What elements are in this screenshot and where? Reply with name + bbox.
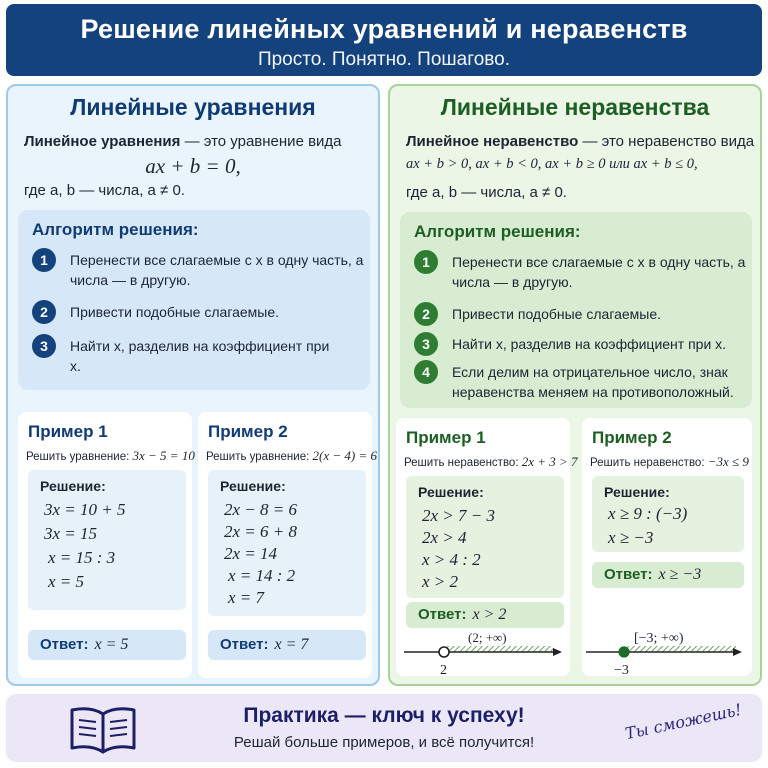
page-title: Решение линейных уравнений и неравенств xyxy=(80,14,688,44)
solution-title: Решение: xyxy=(220,478,286,494)
example-task: Решить уравнение: 3x − 5 = 10 xyxy=(26,448,195,463)
page-subtitle: Просто. Понятно. Пошагово. xyxy=(257,49,511,70)
task-expression: 2(x − 4) = 6 xyxy=(312,448,377,463)
task-expression: 2x + 3 > 7 xyxy=(521,454,578,469)
open-point xyxy=(439,647,449,657)
answer-label: Ответ: xyxy=(418,606,467,623)
step-number: 1 xyxy=(414,250,438,274)
step-text: Найти x, разделив на коэффициент при x. xyxy=(70,338,330,374)
answer-box xyxy=(208,630,366,660)
example-card xyxy=(198,412,377,678)
solution-region xyxy=(444,646,554,652)
inequality-definition xyxy=(406,132,756,152)
solution-region xyxy=(624,646,736,652)
solution-title: Решение: xyxy=(40,478,106,494)
task-expression: 3x − 5 = 10 xyxy=(132,448,195,463)
answer-box xyxy=(592,562,744,588)
answer-value: x = 7 xyxy=(274,636,309,653)
header-banner xyxy=(6,4,762,76)
solution-line: x = 15 : 3 xyxy=(48,548,116,567)
interval-label: (2; +∞) xyxy=(468,630,507,645)
inequalities-panel xyxy=(388,84,762,686)
answer-box xyxy=(406,602,564,628)
solution-line: 2x > 7 − 3 xyxy=(422,506,495,525)
solution-line: x > 2 xyxy=(422,572,459,591)
footer-slogan: Ты сможешь! xyxy=(623,699,744,744)
definition-text: — это неравенство вида xyxy=(578,133,755,150)
solution-title: Решение: xyxy=(418,484,484,500)
inequalities-title: Линейные неравенства xyxy=(440,94,710,120)
step-text: Привести подобные слагаемые. xyxy=(70,304,280,320)
step-number: 2 xyxy=(32,300,56,324)
solution-line: x ≥ −3 xyxy=(608,528,654,547)
example-task: Решить уравнение: 2(x − 4) = 6 xyxy=(206,448,377,463)
step-text: Перенести все слагаемые с x в одну часть, а числа — в другую. xyxy=(452,254,746,290)
equation-conditions: где a, b — числа, a ≠ 0. xyxy=(24,182,185,199)
step-number: 1 xyxy=(32,248,56,272)
algorithm-step xyxy=(414,250,746,290)
step-text: Привести подобные слагаемые. xyxy=(452,306,662,322)
algorithm-step xyxy=(32,248,364,288)
example-title: Пример 1 xyxy=(406,428,486,447)
solution-line: x = 14 : 2 xyxy=(228,566,296,585)
inequality-forms: ax + b > 0, ax + b < 0, ax + b ≥ 0 или ax + b ≤ 0, xyxy=(406,156,698,172)
answer-box xyxy=(28,630,186,660)
solution-line: x = 5 xyxy=(48,572,85,591)
footer-banner xyxy=(6,694,762,762)
solution-box xyxy=(28,470,186,610)
algorithm-box xyxy=(18,210,370,390)
step-text: Перенести все слагаемые с x в одну часть, а числа — в другую. xyxy=(70,252,364,288)
algorithm-step xyxy=(414,360,746,400)
equations-panel xyxy=(6,84,380,686)
example-title: Пример 2 xyxy=(208,422,288,441)
answer-label: Ответ: xyxy=(220,636,269,653)
arrow-icon xyxy=(553,648,562,656)
answer-value: x > 2 xyxy=(472,606,507,623)
step-number: 3 xyxy=(32,334,56,358)
point-label: 2 xyxy=(440,663,447,678)
example-task: Решить неравенство: −3x ≤ 9 xyxy=(590,454,749,469)
task-expression: −3x ≤ 9 xyxy=(707,454,749,469)
solution-line: 3x = 10 + 5 xyxy=(44,500,126,519)
solution-line: 3x = 15 xyxy=(44,524,98,543)
example-title: Пример 2 xyxy=(592,428,672,447)
step-number: 2 xyxy=(414,302,438,326)
example-card xyxy=(18,412,195,678)
step-number: 4 xyxy=(414,360,438,384)
definition-term: Линейное неравенство xyxy=(406,133,579,150)
answer-value: x = 5 xyxy=(94,636,129,653)
definition-term: Линейное уравнения xyxy=(24,133,181,150)
solution-line: x = 7 xyxy=(228,588,265,607)
number-line-closed xyxy=(582,630,752,680)
algorithm-step xyxy=(32,334,364,374)
algorithm-box xyxy=(400,212,752,408)
interval-label: [−3; +∞) xyxy=(634,631,684,646)
solution-title: Решение: xyxy=(604,484,670,500)
step-text: Найти x, разделив на коэффициент при x. xyxy=(452,336,727,352)
equation-definition xyxy=(24,132,374,152)
solution-box xyxy=(406,476,564,598)
solution-line: 2x − 8 = 6 xyxy=(224,500,297,519)
example-card xyxy=(396,418,578,678)
solution-line: x > 4 : 2 xyxy=(422,550,481,569)
definition-text: — это уравнение вида xyxy=(180,133,342,150)
point-label: −3 xyxy=(614,663,629,678)
example-task: Решить неравенство: 2x + 3 > 7 xyxy=(404,454,578,469)
example-title: Пример 1 xyxy=(28,422,108,441)
answer-label: Ответ: xyxy=(604,566,653,583)
equation-formula: ax + b = 0, xyxy=(145,154,241,178)
solution-box xyxy=(208,470,366,616)
solution-box xyxy=(592,476,744,552)
footer-title: Практика — ключ к успеху! xyxy=(243,704,525,727)
closed-point xyxy=(619,647,629,657)
number-line-open xyxy=(396,630,570,680)
inequality-conditions: где a, b — числа, a ≠ 0. xyxy=(406,184,567,201)
solution-line: x ≥ 9 : (−3) xyxy=(608,504,688,523)
footer-subtitle: Решай больше примеров, и всё получится! xyxy=(233,734,535,751)
solution-line: 2x = 6 + 8 xyxy=(224,522,297,541)
answer-value: x ≥ −3 xyxy=(658,566,702,583)
answer-label: Ответ: xyxy=(40,636,89,653)
algorithm-title: Алгоритм решения: xyxy=(414,222,581,241)
example-card xyxy=(582,418,752,676)
equations-title: Линейные уравнения xyxy=(70,94,316,120)
solution-line: 2x > 4 xyxy=(422,528,467,547)
step-text: Если делим на отрицательное число, знак неравенства меняем на противоположный. xyxy=(452,364,734,400)
step-number: 3 xyxy=(414,332,438,356)
arrow-icon xyxy=(733,648,742,656)
algorithm-title: Алгоритм решения: xyxy=(32,220,199,239)
solution-line: 2x = 14 xyxy=(224,544,278,563)
